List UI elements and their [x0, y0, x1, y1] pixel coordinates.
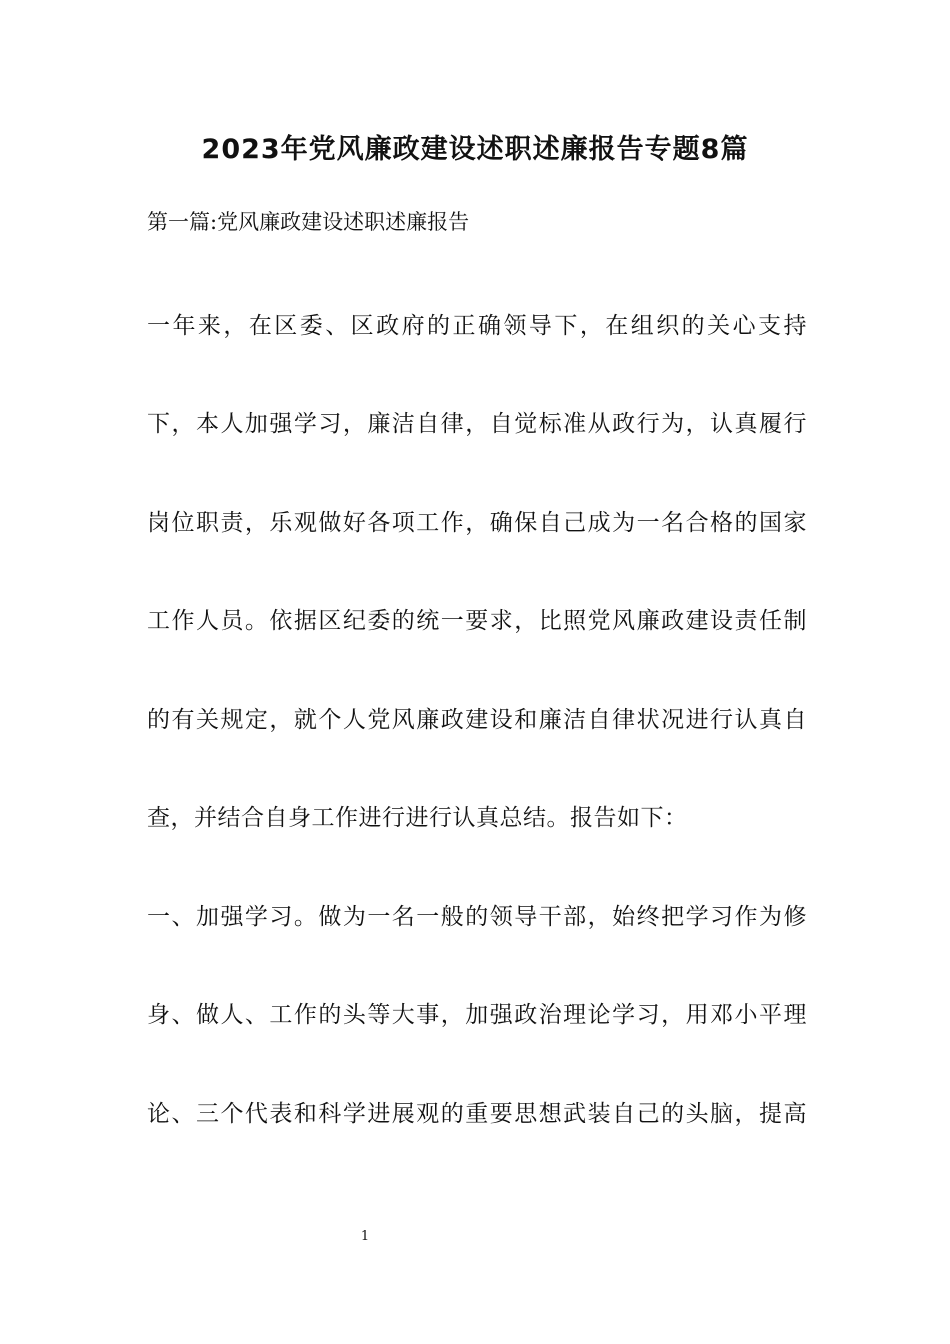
body-line-2: 下，本人加强学习，廉洁自律，自觉标准从政行为，认真履行 — [147, 411, 807, 437]
section-subtitle: 第一篇:党风廉政建设述职述廉报告 — [147, 210, 470, 234]
body-line-3: 岗位职责，乐观做好各项工作，确保自己成为一名合格的国家 — [147, 510, 807, 536]
page-number: 1 — [360, 1229, 370, 1244]
body-line-7: 一、加强学习。做为一名一般的领导干部，始终把学习作为修 — [147, 904, 807, 930]
body-line-5: 的有关规定，就个人党风廉政建设和廉洁自律状况进行认真自 — [147, 707, 807, 733]
body-line-9: 论、三个代表和科学进展观的重要思想武装自己的头脑，提高 — [147, 1101, 807, 1127]
body-line-1: 一年来，在区委、区政府的正确领导下，在组织的关心支持 — [147, 313, 807, 339]
body-line-4: 工作人员。依据区纪委的统一要求，比照党风廉政建设责任制 — [147, 608, 807, 634]
body-line-6: 查，并结合自身工作进行进行认真总结。报告如下： — [147, 805, 688, 831]
document-title: 2023年党风廉政建设述职述廉报告专题8篇 — [201, 134, 749, 165]
body-line-8: 身、做人、工作的头等大事，加强政治理论学习，用邓小平理 — [147, 1002, 807, 1028]
